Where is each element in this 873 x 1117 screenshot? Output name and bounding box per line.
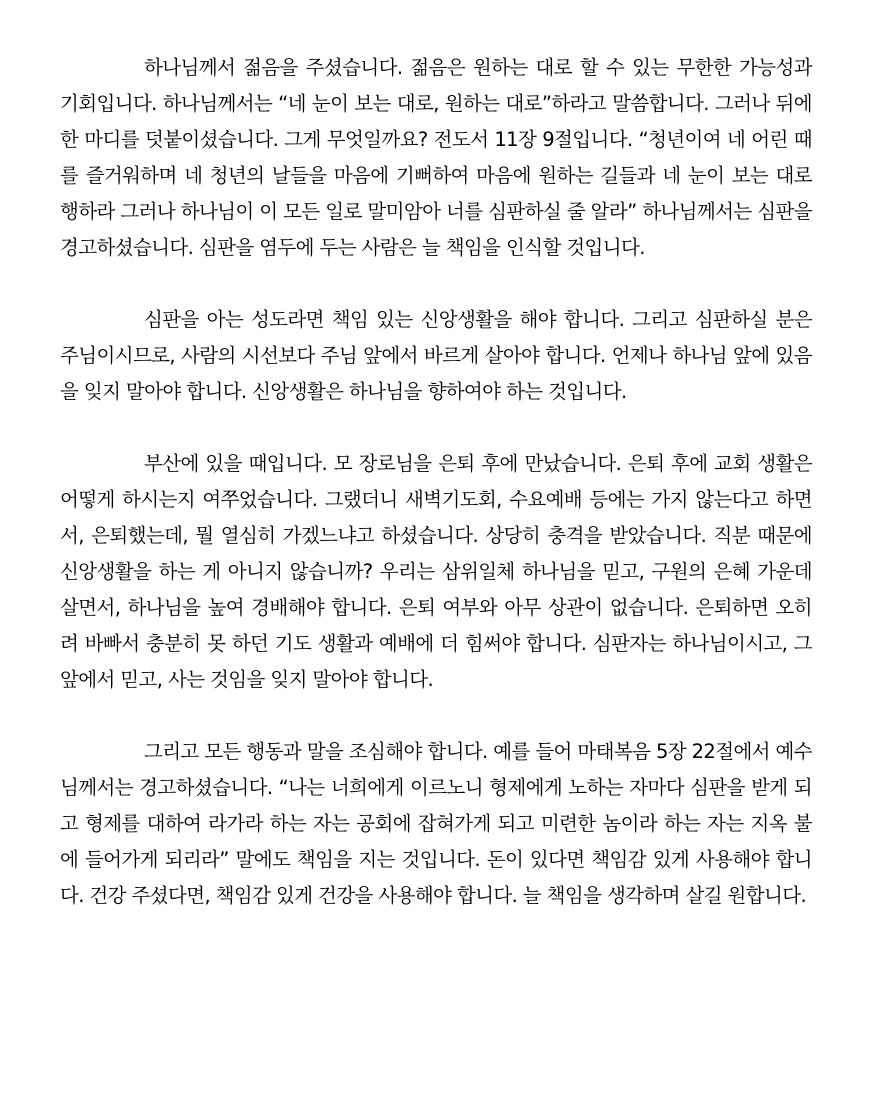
paragraph-4: 그리고 모든 행동과 말을 조심해야 합니다. 예를 들어 마태복음 5장 22절에서 예수님께서는 경고하셨습니다. “나는 너희에게 이르노니 형제에게 노하는 자마다 심판을 받게 되고 형제를 대하여 라가라 하는 자는 공회에 잡혀가게 되고 미련한 놈이라 하는 자는 지옥 불에 들어가게 되리라” 말에도 책임을 지는 것입니다. 돈이 있다면 책임감 있게 사용해야 합니다. 건강 주셨다면, 책임감 있게 건강을 사용해야 합니다. 늘 책임을 생각하며 살길 원합니다. bbox=[60, 740, 812, 907]
paragraph-3: 부산에 있을 때입니다. 모 장로님을 은퇴 후에 만났습니다. 은퇴 후에 교회 생활은 어떻게 하시는지 여쭈었습니다. 그랬더니 새벽기도회, 수요예배 등에는 가지 않는다고 하면서, 은퇴했는데, 뭘 열심히 가겠느냐고 하셨습니다. 상당히 충격을 받았습니다. 직분 때문에 신앙생활을 하는 게 아니지 않습니까? 우리는 삼위일체 하나님을 믿고, 구원의 은혜 가운데 살면서, 하나님을 높여 경배해야 합니다. 은퇴 여부와 아무 상관이 없습니다. 은퇴하면 오히려 바빠서 충분히 못 하던 기도 생활과 예배에 더 힘써야 합니다. 심판자는 하나님이시고, 그 앞에서 믿고, 사는 것임을 잊지 말아야 합니다. bbox=[60, 452, 812, 691]
document-body bbox=[60, 50, 812, 914]
paragraph-2: 심판을 아는 성도라면 책임 있는 신앙생활을 해야 합니다. 그리고 심판하실 분은 주님이시므로, 사람의 시선보다 주님 앞에서 바르게 살아야 합니다. 언제나 하나님 앞에 있음을 잊지 말아야 합니다. 신앙생활은 하나님을 향하여야 하는 것입니다. bbox=[60, 308, 812, 403]
paragraph-1: 하나님께서 젊음을 주셨습니다. 젊음은 원하는 대로 할 수 있는 무한한 가능성과 기회입니다. 하나님께서는 “네 눈이 보는 대로, 원하는 대로”하라고 말씀합니다. 그러나 뒤에 한 마디를 덧붙이셨습니다. 그게 무엇일까요? 전도서 11장 9절입니다. “청년이여 네 어린 때를 즐거워하며 네 청년의 날들을 마음에 기뻐하여 마음에 원하는 길들과 네 눈이 보는 대로 행하라 그러나 하나님이 이 모든 일로 말미암아 너를 심판하실 줄 알라” 하나님께서는 심판을 경고하셨습니다. 심판을 염두에 두는 사람은 늘 책임을 인식할 것입니다. bbox=[60, 56, 812, 259]
